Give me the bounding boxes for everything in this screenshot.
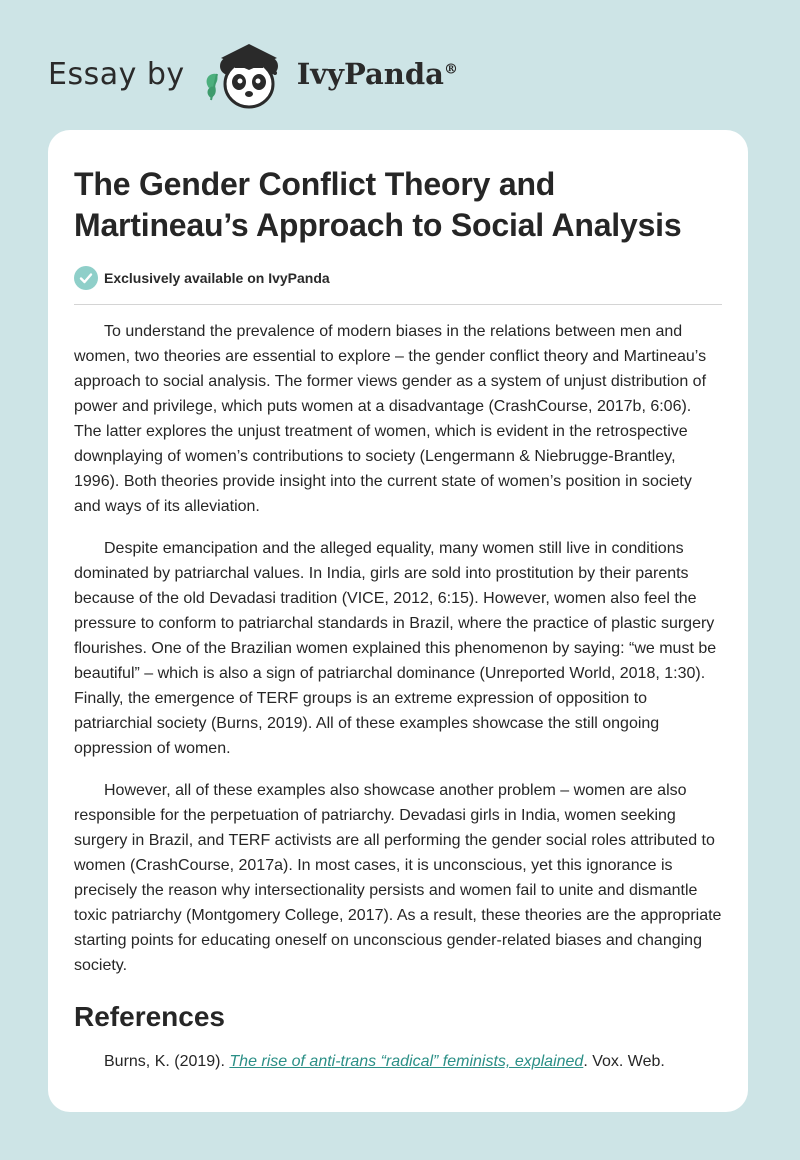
reference-link[interactable]: The rise of anti-trans “radical” feminists, explained	[229, 1053, 584, 1070]
essay-body	[74, 319, 722, 978]
paragraph-3: However, all of these examples also showcase another problem – women are also responsible for the perpetuation of patriarchy. Devadasi girls in India, women seeking surgery in Brazil, and TERF activists are all performing the gender social roles attributed to women (CrashCourse, 2017a). In most cases, it is unconscious, yet this ignorance is precisely the reason why intersectionality persists and women fail to unite and dismantle toxic patriarchy (Montgomery College, 2017). As a result, these theories are the appropriate starting points for educating oneself on unconscious gender-related biases and changing society.	[74, 782, 722, 974]
brand-text: IvyPanda	[296, 57, 444, 91]
page-title	[74, 164, 722, 246]
panda-logo-icon[interactable]	[199, 36, 291, 112]
title-line-1: The Gender Conflict Theory and	[74, 166, 556, 202]
registered-mark: ®	[443, 61, 458, 78]
reference-prefix: Burns, K. (2019).	[104, 1053, 230, 1070]
reference-item	[74, 1050, 722, 1074]
check-icon	[74, 266, 98, 290]
exclusive-badge	[74, 266, 722, 290]
exclusive-badge-label: Exclusively available on IvyPanda	[104, 270, 330, 286]
references-heading: References	[74, 1001, 225, 1032]
divider	[74, 304, 722, 305]
brand-name[interactable]	[297, 57, 458, 91]
essay-card	[48, 130, 748, 1112]
paragraph-1: To understand the prevalence of modern biases in the relations between men and women, two theories are essential to explore – the gender conflict theory and Martineau’s approach to social analysis. The former views gender as a system of unjust distribution of power and privilege, which puts women at a disadvantage (CrashCourse, 2017b, 6:06). The latter explores the unjust treatment of women, which is evident in the retrospective downplaying of women’s contributions to society (Lengermann & Niebrugge-Brantley, 1996). Both theories provide insight into the current state of women’s position in society and ways of its alleviation.	[74, 323, 707, 515]
reference-suffix: . Vox. Web.	[583, 1053, 665, 1070]
title-line-2: Martineau’s Approach to Social Analysis	[74, 207, 682, 243]
essay-by-label: Essay by	[48, 56, 185, 92]
paragraph-2: Despite emancipation and the alleged equality, many women still live in conditions dominated by patriarchal values. In India, girls are sold into prostitution by their parents because of the old Devadasi tradition (VICE, 2012, 6:15). However, women also feel the pressure to conform to patriarchal standards in Brazil, where the practice of plastic surgery flourishes. One of the Brazilian women explained this phenomenon by saying: “we must be beautiful” – which is also a sign of patriarchal dominance (Unreported World, 2018, 1:30). Finally, the emergence of TERF groups is an extreme expression of opposition to patriarchial society (Burns, 2019). All of these examples showcase the still ongoing oppression of women.	[74, 540, 717, 757]
site-header	[48, 36, 648, 112]
